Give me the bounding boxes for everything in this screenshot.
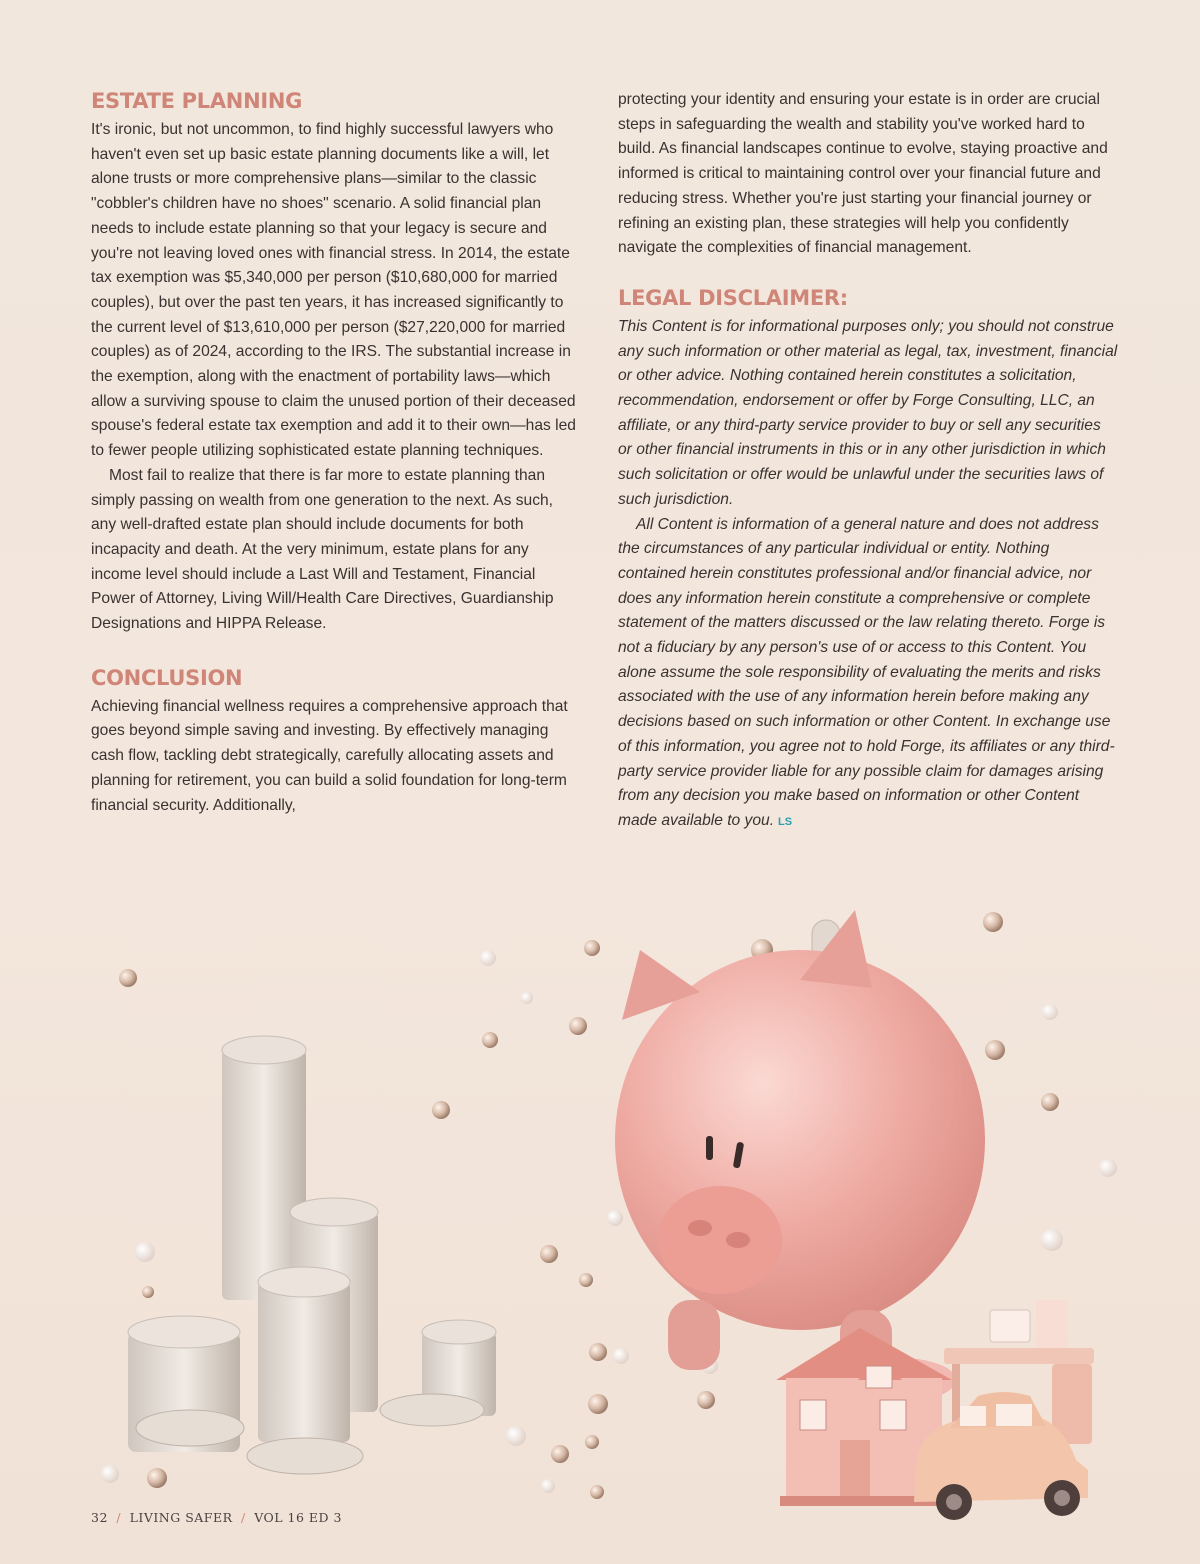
savings-illustration xyxy=(0,880,1200,1564)
publication-name: LIVING SAFER xyxy=(129,1510,233,1525)
page-footer xyxy=(91,1510,342,1525)
conclusion-paragraph-continued: protecting your identity and ensuring your estate is in order are crucial steps in safeguarding the wealth and stability you've worked hard to build. As financial landscapes continue to evolve, staying proactive and informed is critical to maintaining control over your financial future and reducing stress. Whether you're just starting your financial journey or refining an existing plan, these strategies will help you confidently navigate the complexities of financial management. xyxy=(618,91,1108,257)
legal-disclaimer-heading: LEGAL DISCLAIMER: xyxy=(618,285,848,310)
conclusion-paragraph-1: Achieving financial wellness requires a comprehensive approach that goes beyond simple saving and investing. By effectively managing cash flow, tackling debt strategically, carefully allocating assets and planning for retirement, you can build a solid foundation for long-term financial security. Additionally, xyxy=(91,697,568,814)
estate-paragraph-1: It's ironic, but not uncommon, to find highly successful lawyers who haven't even set up basic estate planning documents like a will, let alone trusts or more comprehensive plans—similar to the classic "cobbler's children have no shoes" scenario. A solid financial plan needs to include estate planning so that your legacy is secure and you're not leaving loved ones with financial stress. In 2014, the estate tax exemption was $5,340,000 per person ($10,680,000 for married couples), but over the past ten years, it has increased significantly to the current level of $13,610,000 per person ($27,220,000 for married couples) as of 2024, according to the IRS. The substantial increase in the exemption, along with the enactment of portability laws—which allow a surviving spouse to claim the unused portion of their deceased spouse's federal estate tax exemption and add it to their own—has led to fewer people utilizing sophisticated estate planning techniques. xyxy=(91,121,576,460)
footer-separator: / xyxy=(240,1510,246,1525)
piggy-bank-icon xyxy=(615,910,985,1402)
issue-label: VOL 16 ED 3 xyxy=(254,1510,342,1525)
estate-paragraph-2: Most fail to realize that there is far more to estate planning than simply passing on wealth from one generation to the next. As such, any well-drafted estate plan should include documents for both incapacity and death. At the very minimum, estate plans for any income level should include a Last Will and Testament, Financial Power of Attorney, Living Will/Health Care Directives, Guardianship Designations and HIPPA Release. xyxy=(91,466,554,633)
end-mark: LS xyxy=(778,815,793,828)
conclusion-heading: CONCLUSION xyxy=(91,665,243,690)
estate-planning-heading: ESTATE PLANNING xyxy=(91,89,303,113)
disclaimer-paragraph-2-text: All Content is information of a general nature and does not address the circumstances of any particular individual or entity. Nothing contained herein constitutes professional and/or financial advice, nor does any information herein constitute a comprehensive or complete statement of the matters discussed or the law relating thereto. Forge is not a fiduciary by any person's use of or access to this Content. You alone assume the sole responsibility of evaluating the merits and risks associated with the use of any information herein before making any decisions based on such information or other Content. In exchange use of this information, you agree not to hold Forge, its affiliates or any third-party service provider liable for any possible claim for damages arising from any decision you make based on information or other Content made available to you. xyxy=(618,515,1115,829)
disclaimer-paragraph-2 xyxy=(618,513,1118,835)
left-column xyxy=(91,88,581,818)
right-column xyxy=(618,88,1118,835)
footer-separator: / xyxy=(116,1510,122,1525)
disclaimer-paragraph-1: This Content is for informational purposes only; you should not construe any such information or other material as legal, tax, investment, financial or other advice. Nothing contained herein constitutes a solicitation, recommendation, endorsement or offer by Forge Consulting, LLC, an affiliate, or any third-party service provider to buy or sell any securities or other financial instruments in this or in any other jurisdiction in which such solicitation or offer would be unlawful under the securities laws of such jurisdiction. xyxy=(618,317,1118,508)
page-number: 32 xyxy=(91,1510,108,1525)
